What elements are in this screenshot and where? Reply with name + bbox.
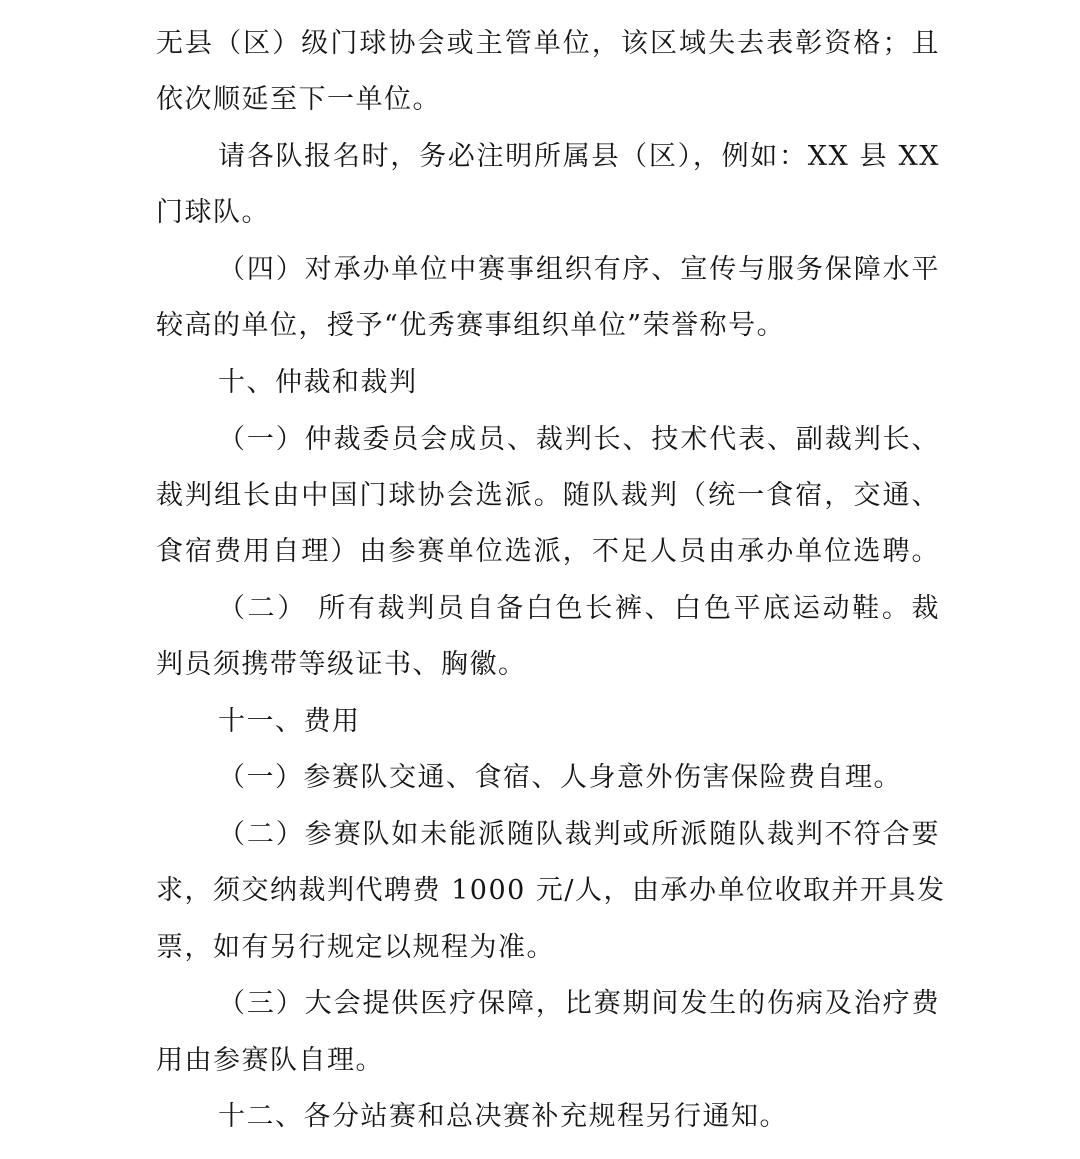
paragraph-line-18: （三）大会提供医疗保障，比赛期间发生的伤病及治疗费	[218, 988, 940, 1019]
paragraph-line-2: 依次顺延至下一单位。	[156, 84, 441, 115]
paragraph-line-15: （二）参赛队如未能派随队裁判或所派随队裁判不符合要	[218, 819, 940, 850]
paragraph-line-8: （一）仲裁委员会成员、裁判长、技术代表、副裁判长、	[218, 424, 940, 455]
section-heading-arbitration: 十、仲裁和裁判	[218, 367, 418, 398]
section-heading-fees: 十一、费用	[218, 706, 361, 737]
paragraph-line-10: 食宿费用自理）由参赛单位选派，不足人员由承办单位选聘。	[156, 536, 940, 567]
paragraph-line-4: 门球队。	[156, 197, 270, 228]
paragraph-line-5: （四）对承办单位中赛事组织有序、宣传与服务保障水平	[218, 254, 940, 285]
paragraph-line-3: 请各队报名时，务必注明所属县（区），例如：XX 县 XX	[218, 141, 940, 172]
paragraph-line-19: 用由参赛队自理。	[156, 1045, 384, 1076]
paragraph-line-6: 较高的单位，授予“优秀赛事组织单位”荣誉称号。	[156, 310, 786, 341]
paragraph-line-11: （二） 所有裁判员自备白色长裤、白色平底运动鞋。裁	[218, 593, 940, 624]
paragraph-line-17: 票，如有另行规定以规程为准。	[156, 932, 555, 963]
paragraph-line-1: 无县（区）级门球协会或主管单位，该区域失去表彰资格；且	[156, 28, 940, 59]
paragraph-line-12: 判员须携带等级证书、胸徽。	[156, 649, 527, 680]
section-heading-supplementary: 十二、各分站赛和总决赛补充规程另行通知。	[218, 1101, 788, 1132]
paragraph-line-16: 求，须交纳裁判代聘费 1000 元/人，由承办单位收取并开具发	[156, 875, 946, 906]
paragraph-line-9: 裁判组长由中国门球协会选派。随队裁判（统一食宿，交通、	[156, 480, 940, 511]
paragraph-line-14: （一）参赛队交通、食宿、人身意外伤害保险费自理。	[218, 762, 902, 793]
